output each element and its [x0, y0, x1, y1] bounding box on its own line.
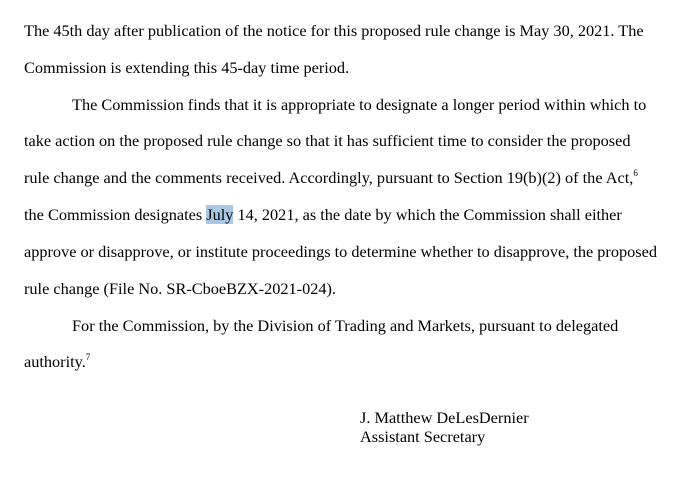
paragraph-1-line-2: Commission is extending this 45-day time period.	[24, 58, 350, 77]
paragraph-1-line-1: The 45th day after publication of the notice for this proposed rule change is May 30, 2021. The	[24, 21, 644, 40]
footnote-ref-7[interactable]: 7	[85, 352, 91, 362]
paragraph-2-line-3	[24, 168, 638, 188]
paragraph-3-line-2-text: authority.	[24, 352, 86, 371]
paragraph-3-line-1: For the Commission, by the Division of Trading and Markets, pursuant to delegated	[72, 316, 619, 335]
footnote-ref-6[interactable]: 6	[633, 168, 638, 178]
paragraph-2-line-3-text: rule change and the comments received. Accordingly, pursuant to Section 19(b)(2) of the Act,	[24, 168, 634, 187]
paragraph-2-line-1: The Commission finds that it is appropriate to designate a longer period within which to	[72, 95, 647, 114]
paragraph-2-line-5: approve or disapprove, or institute proceedings to determine whether to disapprove, the proposed	[24, 242, 657, 261]
paragraph-2-line-6: rule change (File No. SR-CboeBZX-2021-024).	[24, 279, 336, 298]
signature-name: J. Matthew DeLesDernier	[360, 408, 529, 427]
paragraph-2-line-2: take action on the proposed rule change so that it has sufficient time to consider the proposed	[24, 131, 631, 150]
paragraph-3-line-2	[24, 352, 90, 372]
paragraph-2-line-4-end: 14, 2021, as the date by which the Commission shall either	[233, 205, 622, 224]
selected-text-highlight[interactable]: July	[206, 205, 234, 224]
paragraph-2-line-4-start: the Commission designates	[24, 205, 207, 224]
signature-title: Assistant Secretary	[360, 427, 486, 446]
paragraph-2-line-4	[24, 205, 622, 225]
